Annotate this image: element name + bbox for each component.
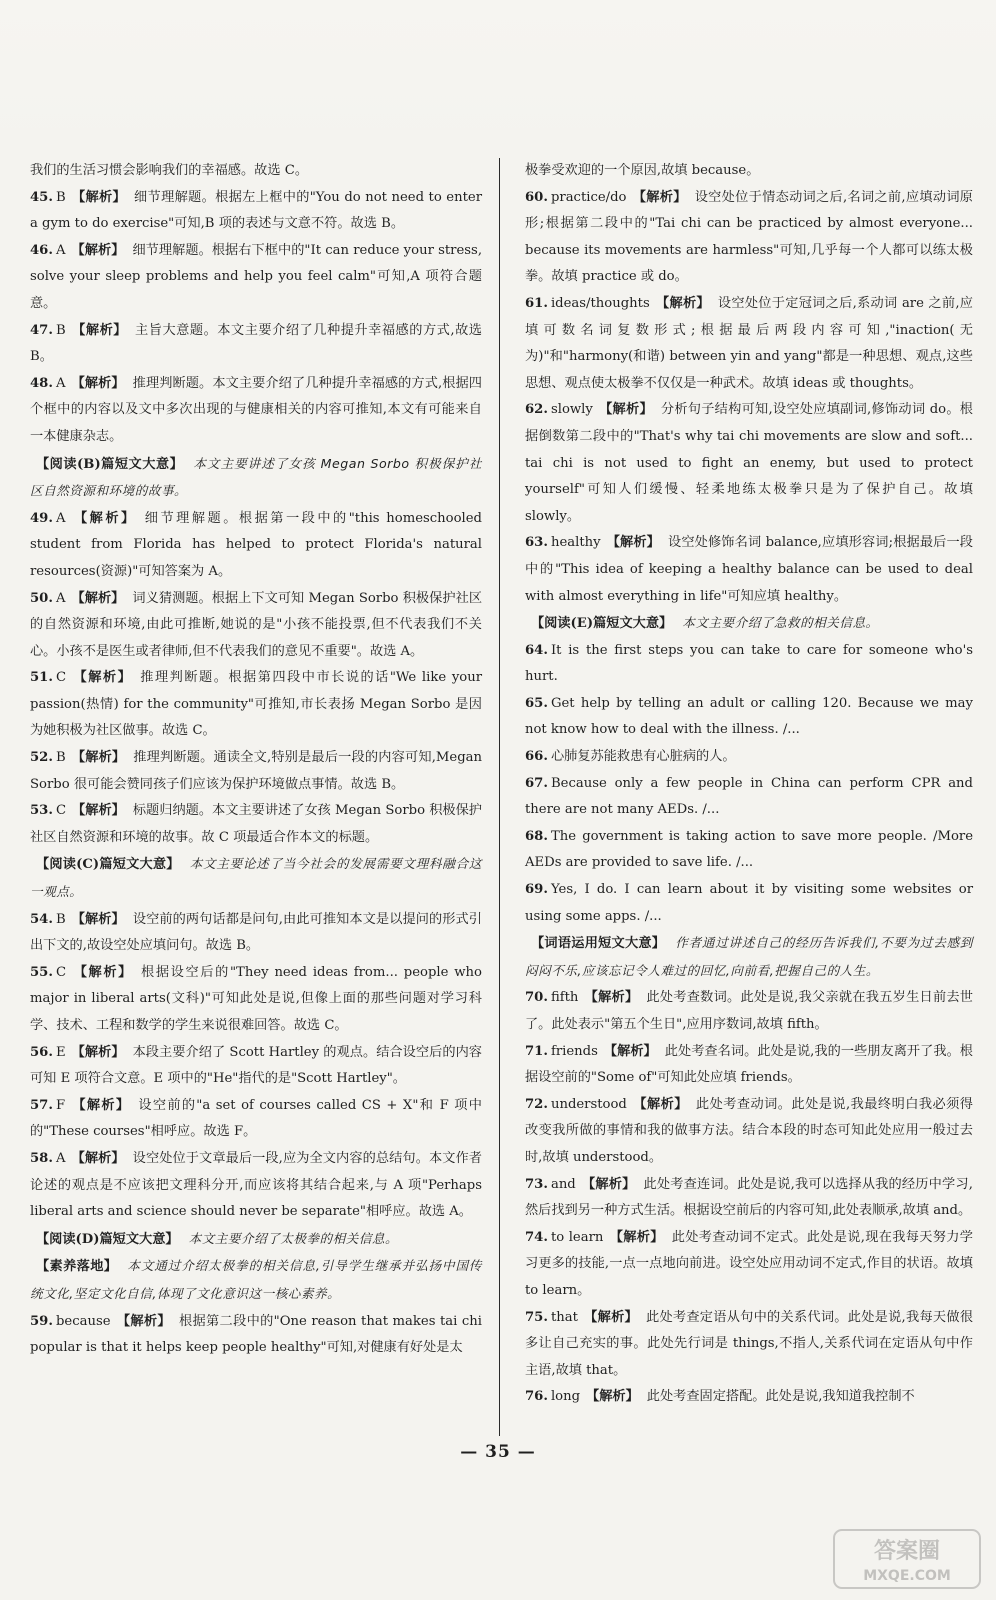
answer-key: A: [55, 242, 66, 258]
question-number: 73.: [525, 1176, 548, 1192]
answer-key: long: [550, 1389, 581, 1405]
answer-item: [30, 1040, 482, 1093]
section-text: 本文通过介绍太极拳的相关信息,引导学生继承并弘扬中国传统文化,坚定文化自信,体现了文化意识这一核心素养。: [30, 1258, 483, 1301]
analysis-label: 【解析】: [71, 1044, 125, 1060]
section-title: 【阅读(E)篇短文大意】: [531, 616, 673, 632]
watermark-top-text: 答案圈: [873, 1539, 941, 1564]
analysis-label: 【解析】: [116, 1313, 171, 1329]
answer-item: [525, 1039, 973, 1092]
explanation-text: Get help by telling an adult or calling 120. Because we may not know how to deal with the illness. /...: [525, 695, 973, 738]
question-number: 49.: [30, 510, 53, 526]
explanation-text: 词义猜测题。根据上下文可知 Megan Sorbo 积极保护社区的自然资源和环境,由此可推断,她说的是"小孩不能投票,但不代表我们不关心。小孩不是医生或者律师,但不代表我们的意见不重要"。故选 A。: [30, 590, 483, 659]
answer-key: friends: [550, 1043, 598, 1059]
analysis-label: 【解析】: [609, 1229, 664, 1245]
question-number: 54.: [30, 911, 53, 927]
section-title: 【阅读(C)篇短文大意】: [36, 857, 180, 873]
answer-item: [525, 877, 973, 930]
question-number: 67.: [525, 775, 548, 791]
answer-item: [525, 1305, 973, 1385]
question-number: 50.: [30, 590, 53, 606]
answer-item: [525, 530, 973, 610]
left-column: [30, 158, 482, 1362]
explanation-text: 此处考查固定搭配。此处是说,我知道我控制不: [646, 1389, 915, 1405]
explanation-text: 设空处位于情态动词之后,名词之前,应填动词原形;根据第二段中的"Tai chi can be practiced by almost everyone... because its movements are harmless"可知,几乎每一个人都可以练太极拳。故填 practice 或 do。: [525, 189, 973, 285]
analysis-label: 【解析】: [71, 750, 126, 766]
analysis-label: 【解析】: [606, 535, 661, 551]
analysis-label: 【解析】: [584, 990, 639, 1006]
analysis-label: 【解析】: [632, 1096, 688, 1112]
question-number: 55.: [30, 964, 53, 980]
answer-key: because: [55, 1313, 111, 1329]
section-text: 作者通过讲述自己的经历告诉我们,不要为过去感到闷闷不乐,应该忘记令人难过的回忆,向前看,把握自己的人生。: [525, 935, 973, 978]
explanation-text: 设空前的两句话都是问句,由此可推知本文是以提问的形式引出下文的,故设空处应填问句。故选 B。: [30, 911, 482, 954]
section-text: 本文主要介绍了太极拳的相关信息。: [188, 1230, 399, 1246]
explanation-text: 主旨大意题。本文主要介绍了几种提升幸福感的方式,故选 B。: [30, 322, 482, 365]
question-number: 76.: [525, 1389, 548, 1405]
answer-item: [525, 824, 973, 877]
explanation-text: 标题归纳题。本文主要讲述了女孩 Megan Sorbo 积极保护社区自然资源和环境的故事。故 C 项最适合作本文的标题。: [30, 803, 482, 845]
question-number: 52.: [30, 750, 53, 766]
answer-key: C: [55, 964, 67, 980]
answer-item: [525, 1225, 973, 1305]
analysis-label: 【解析】: [71, 510, 137, 526]
question-number: 47.: [30, 322, 53, 338]
answer-key: fifth: [550, 990, 579, 1006]
answer-key: slowly: [550, 402, 593, 418]
answer-item: [30, 665, 482, 745]
watermark-bottom-text: MXQE.COM: [863, 1568, 951, 1584]
answer-key: A: [55, 510, 66, 526]
answer-item: [30, 907, 482, 960]
answer-item: [525, 1172, 973, 1225]
explanation-text: Yes, I do. I can learn about it by visiting some websites or using some apps. /...: [525, 882, 973, 924]
answer-key: C: [55, 803, 67, 819]
question-number: 66.: [525, 749, 548, 765]
answer-key: understood: [550, 1096, 627, 1112]
answer-item: [525, 1384, 973, 1411]
question-number: 70.: [525, 990, 548, 1006]
analysis-label: 【解析】: [632, 189, 687, 205]
explanation-text: 此处考查连词。此处是说,我可以选择从我的经历中学习,然后找到另一种方式生活。根据设空前后的内容可知,此处表顺承,故填 and。: [525, 1176, 973, 1219]
explanation-text: 设空前的"a set of courses called CS + X"和 F 项中的"These courses"相呼应。故选 F。: [30, 1097, 482, 1140]
analysis-label: 【解析】: [72, 964, 134, 980]
question-number: 58.: [30, 1150, 53, 1166]
answer-key: that: [550, 1309, 578, 1325]
top-margin: [0, 0, 996, 150]
explanation-text: 设空处修饰名词 balance,应填形容词;根据最后一段中的"This idea of keeping a healthy balance can be used to deal with almost everything in life"可知应填 healthy。: [525, 535, 973, 604]
explanation-text: Because only a few people in China can perform CPR and there are not many AEDs. /...: [525, 775, 973, 818]
section-title: 【阅读(D)篇短文大意】: [36, 1231, 179, 1247]
question-number: 64.: [525, 642, 548, 658]
analysis-label: 【解析】: [586, 1389, 639, 1405]
answer-item: [30, 1093, 482, 1146]
answer-key: B: [55, 322, 66, 338]
answer-item: [30, 960, 482, 1040]
section-summary: [525, 610, 973, 638]
section-title: 【阅读(B)篇短文大意】: [36, 456, 184, 472]
section-text: 本文主要论述了当今社会的发展需要文理科融合这一观点。: [30, 856, 482, 900]
watermark-logo: [832, 1528, 982, 1590]
explanation-text: The government is taking action to save more people. /More AEDs are provided to save life. /...: [525, 828, 973, 871]
explanation-text: 设空处位于定冠词之后,系动词 are 之前,应填可数名词复数形式;根据最后两段内容可知,"inaction(无为)"和"harmony(和谐) between yin and yang"都是一种思想、观点,这些思想、观点使太极拳不仅仅是一种武术。故填 ideas 或 thoughts。: [525, 295, 973, 391]
right-column: [525, 158, 973, 1411]
answer-item: [525, 1092, 973, 1172]
answer-key: to learn: [550, 1229, 604, 1245]
answer-key: A: [55, 375, 66, 391]
explanation-text: 推理判断题。通读全文,特别是最后一段的内容可知,Megan Sorbo 很可能会赞同孩子们应该为保护环境做点事情。故选 B。: [30, 750, 482, 792]
answer-item: [30, 1146, 482, 1226]
analysis-label: 【解析】: [71, 375, 125, 391]
answer-item: [525, 985, 973, 1038]
section-summary: [30, 1226, 482, 1254]
section-text: 本文主要讲述了女孩 Megan Sorbo 积极保护社区自然资源和环境的故事。: [30, 455, 482, 499]
question-number: 69.: [525, 882, 548, 898]
answer-item: [525, 185, 973, 291]
answer-item: [525, 291, 973, 397]
question-number: 72.: [525, 1096, 548, 1112]
question-number: 65.: [525, 695, 548, 711]
answer-key: F: [55, 1097, 66, 1113]
column-divider: [499, 158, 500, 1436]
answer-key: healthy: [550, 535, 601, 551]
analysis-label: 【解析】: [71, 1097, 131, 1113]
analysis-label: 【解析】: [581, 1176, 636, 1192]
answer-key: A: [55, 1150, 66, 1166]
question-number: 48.: [30, 375, 53, 391]
question-number: 46.: [30, 242, 53, 258]
explanation-text: 此处考查动词。此处是说,我最终明白我必须得改变我所做的事情和我的做事方法。结合本段的时态可知此处应用一般过去时,故填 understood。: [525, 1096, 973, 1165]
question-number: 57.: [30, 1097, 53, 1113]
question-number: 59.: [30, 1313, 53, 1329]
analysis-label: 【解析】: [71, 911, 125, 927]
question-number: 62.: [525, 402, 548, 418]
analysis-label: 【解析】: [72, 803, 125, 819]
answer-item: [30, 506, 482, 586]
answer-item: [525, 691, 973, 744]
analysis-label: 【解析】: [71, 322, 128, 338]
question-number: 61.: [525, 295, 548, 311]
analysis-label: 【解析】: [603, 1043, 657, 1059]
question-number: 68.: [525, 828, 548, 844]
answer-key: E: [55, 1044, 66, 1060]
continued-text: [525, 158, 973, 185]
answer-key: and: [550, 1176, 576, 1192]
answer-item: [525, 397, 973, 530]
section-summary: [30, 851, 482, 906]
explanation-text: 细节理解题。根据第一段中的"this homeschooled student from Florida has helped to protect Florida's natural resources(资源)"可知答案为 A。: [30, 510, 482, 579]
explanation-text: 此处考查动词不定式。此处是说,现在我每天努力学习更多的技能,一点一点地向前进。设空处应用动词不定式,作目的状语。故填 to learn。: [525, 1229, 973, 1298]
explanation-text: 我们的生活习惯会影响我们的幸福感。故选 C。: [30, 163, 309, 178]
section-title: 【素养落地】: [36, 1259, 118, 1275]
answer-item: [30, 586, 482, 666]
explanation-text: 细节理解题。根据右下框中的"It can reduce your stress, solve your sleep problems and help you feel calm"可知,A 项符合题意。: [30, 242, 483, 311]
answer-item: [525, 744, 973, 771]
answer-item: [525, 771, 973, 824]
section-title: 【词语运用短文大意】: [531, 936, 666, 952]
explanation-text: 心肺复苏能救患有心脏病的人。: [550, 749, 736, 765]
answer-key: ideas/thoughts: [550, 295, 650, 311]
explanation-text: It is the first steps you can take to care for someone who's hurt.: [525, 642, 973, 685]
answer-item: [30, 745, 482, 798]
explanation-text: 分析句子结构可知,设空处应填副词,修饰动词 do。根据倒数第二段中的"That's why tai chi movements are slow and soft... tai chi is not used to fight an enemy, but used to protect yourself"可知人们缓慢、轻柔地练太极拳只是为了保护自己。故填 slowly。: [525, 402, 973, 524]
explanation-text: 推理判断题。根据第四段中市长说的话"We like your passion(热情) for the community"可推知,市长表扬 Megan Sorbo 是因为她积极为社区做事。故选 C。: [30, 670, 483, 739]
answer-item: [30, 238, 482, 318]
section-summary: [30, 1253, 482, 1308]
section-summary: [525, 930, 973, 985]
question-number: 75.: [525, 1309, 548, 1325]
answer-item: [30, 371, 482, 451]
analysis-label: 【解析】: [655, 295, 710, 311]
answer-item: [30, 185, 482, 238]
answer-key: practice/do: [550, 189, 627, 205]
explanation-text: 细节理解题。根据左上框中的"You do not need to enter a gym to do exercise"可知,B 项的表述与文意不符。故选 B。: [30, 189, 482, 232]
answer-key: B: [55, 750, 66, 766]
section-summary: [30, 451, 482, 506]
question-number: 60.: [525, 189, 548, 205]
section-text: 本文主要介绍了急救的相关信息。: [682, 615, 879, 631]
question-number: 56.: [30, 1044, 53, 1060]
continued-text: [30, 158, 482, 185]
explanation-text: 此处考查定语从句中的关系代词。此处是说,我每天做很多让自己充实的事。此处先行词是 things,不指人,关系代词在定语从句中作主语,故填 that。: [525, 1309, 974, 1378]
explanation-text: 设空处位于文章最后一段,应为全文内容的总结句。本文作者论述的观点是不应该把文理科分开,而应该将其结合起来,与 A 项"Perhaps liberal arts and science should never be separate"相呼应。故选 A。: [30, 1150, 482, 1220]
question-number: 53.: [30, 803, 53, 819]
question-number: 45.: [30, 189, 53, 205]
analysis-label: 【解析】: [583, 1309, 638, 1325]
answer-item: [30, 318, 482, 371]
explanation-text: 此处考查数词。此处是说,我父亲就在我五岁生日前去世了。此处表示"第五个生日",应用序数词,故填 fifth。: [525, 990, 973, 1032]
answer-item: [525, 638, 973, 691]
analysis-label: 【解析】: [71, 590, 125, 606]
explanation-text: 根据设空后的"They need ideas from... people who major in liberal arts(文科)"可知此处是说,但像上面的那些问题对学习科学、技术、工程和数学的学生来说很难回答。故选 C。: [30, 964, 482, 1033]
answer-item: [30, 798, 482, 851]
explanation-text: 极拳受欢迎的一个原因,故填 because。: [525, 163, 760, 178]
answer-key: B: [55, 911, 66, 927]
explanation-text: 根据第二段中的"One reason that makes tai chi popular is that it helps keep people healthy"可知,对健康有好处是太: [30, 1313, 483, 1356]
explanation-text: 本段主要介绍了 Scott Hartley 的观点。结合设空后的内容可知 E 项符合文意。E 项中的"He"指代的是"Scott Hartley"。: [30, 1044, 482, 1087]
analysis-label: 【解析】: [71, 1150, 125, 1166]
answer-item: [30, 1309, 482, 1362]
answer-key: A: [55, 590, 66, 606]
analysis-label: 【解析】: [71, 242, 125, 258]
answer-key: B: [55, 189, 66, 205]
explanation-text: 此处考查名词。此处是说,我的一些朋友离开了我。根据设空前的"Some of"可知此处应填 friends。: [525, 1043, 973, 1086]
question-number: 74.: [525, 1229, 548, 1245]
answer-key: C: [55, 670, 67, 686]
analysis-label: 【解析】: [71, 189, 127, 205]
explanation-text: 推理判断题。本文主要介绍了几种提升幸福感的方式,根据四个框中的内容以及文中多次出现的与健康相关的内容可推知,本文有可能来自一本健康杂志。: [30, 375, 482, 444]
question-number: 51.: [30, 670, 53, 686]
page-number: — 35 —: [460, 1442, 536, 1462]
analysis-label: 【解析】: [598, 402, 653, 418]
analysis-label: 【解析】: [72, 670, 133, 686]
question-number: 63.: [525, 535, 548, 551]
question-number: 71.: [525, 1043, 548, 1059]
